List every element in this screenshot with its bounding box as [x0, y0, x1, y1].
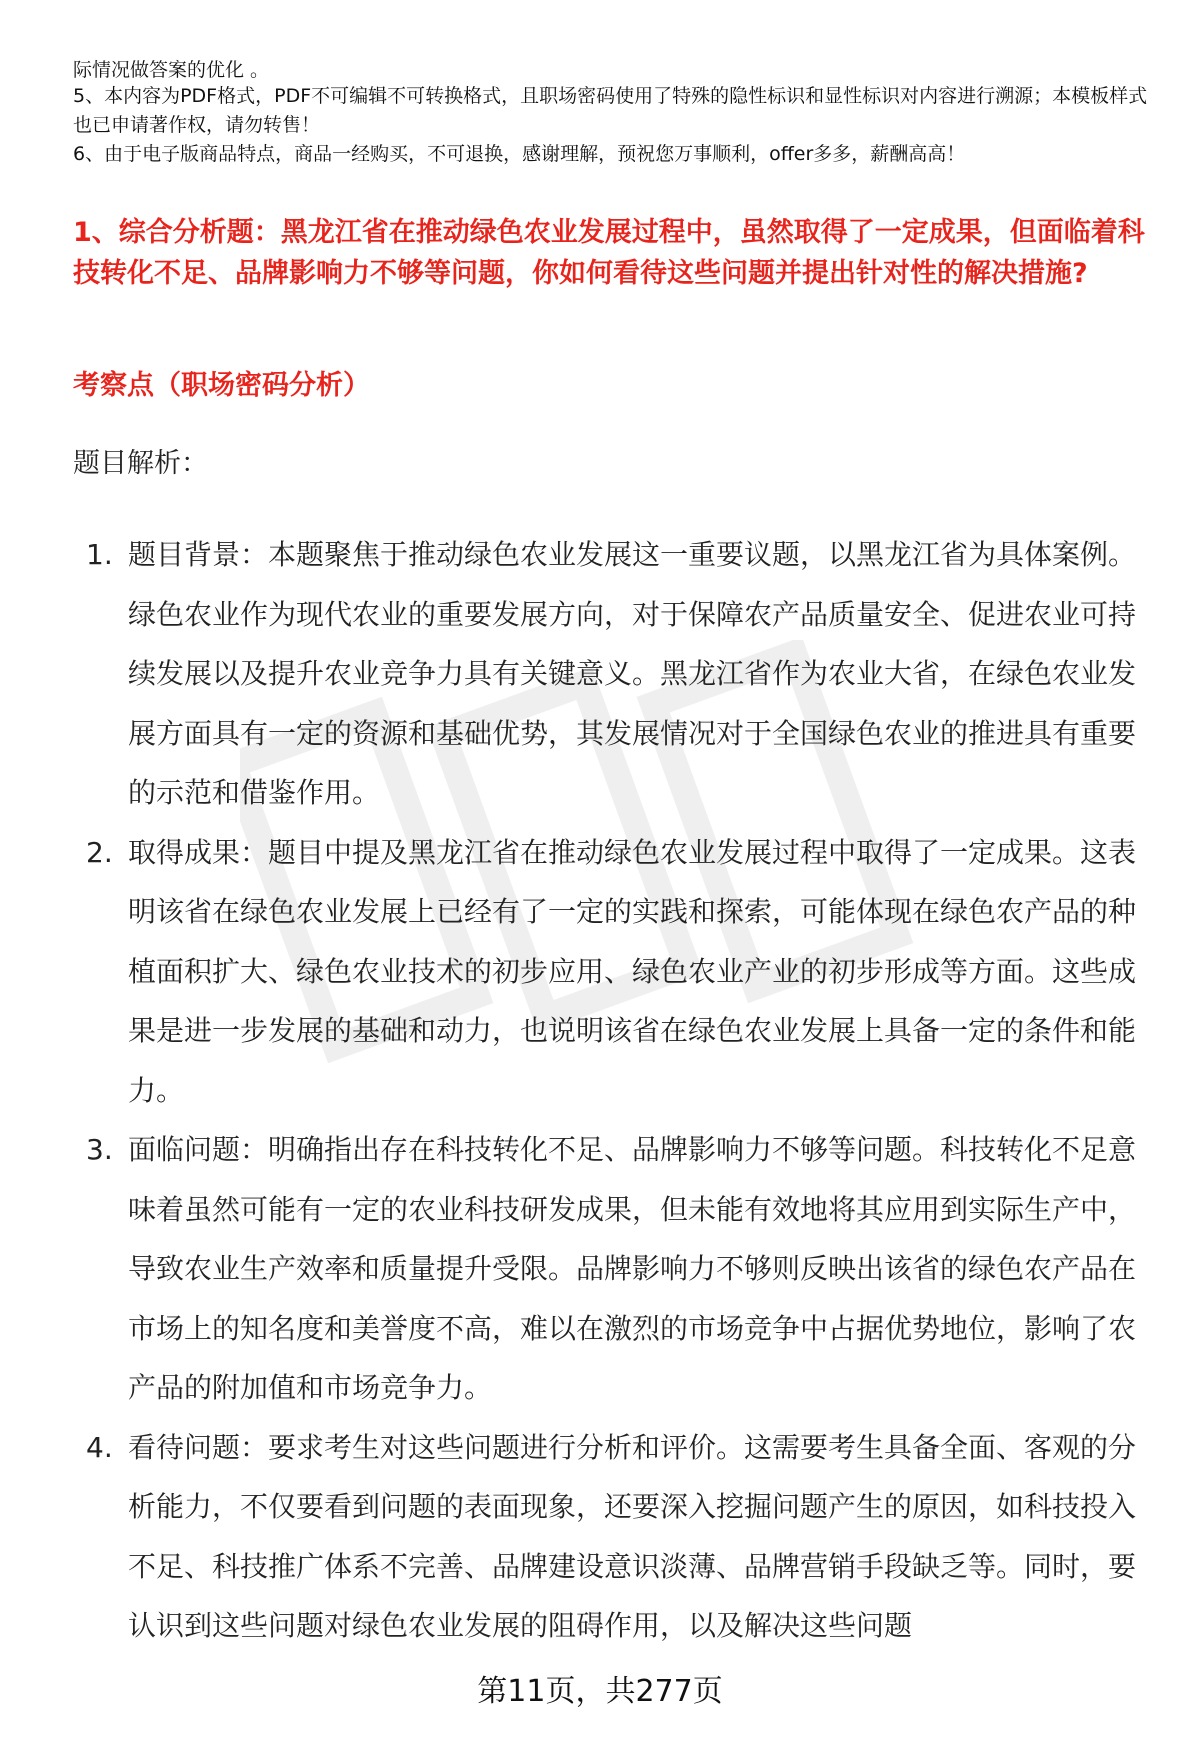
analysis-list: [73, 525, 1153, 1656]
item-number: 1.: [86, 538, 113, 571]
item-text: 看待问题：要求考生对这些问题进行分析和评价。这需要考生具备全面、客观的分析能力，不仅要看到问题的表面现象，还要深入挖掘问题产生的原因，如科技投入不足、科技推广体系不完善、品牌建设意识淡薄、品牌营销手段缺乏等。同时，要认识到这些问题对绿色农业发展的阻碍作用，以及解决这些问题: [128, 1430, 1137, 1642]
notice-line-1: 际情况做答案的优化 。: [73, 59, 270, 81]
notice-line-3: 6、由于电子版商品特点，商品一经购买，不可退换，感谢理解，预祝您万事顺利，offer多多，薪酬高高！: [73, 143, 966, 165]
item-number: 2.: [86, 835, 113, 869]
item-number: 3.: [86, 1133, 113, 1166]
question-heading: 1、综合分析题：黑龙江省在推动绿色农业发展过程中，虽然取得了一定成果，但面临着科技转化不足、品牌影响力不够等问题，你如何看待这些问题并提出针对性的解决措施?: [73, 217, 1145, 289]
item-text: 取得成果：题目中提及黑龙江省在推动绿色农业发展过程中取得了一定成果。这表明该省在绿色农业发展上已经有了一定的实践和探索，可能体现在绿色农产品的种植面积扩大、绿色农业技术的初步应用、绿色农业产业的初步形成等方面。这些成果是进一步发展的基础和动力，也说明该省在绿色农业发展上具备一定的条件和能力。: [128, 835, 1137, 1107]
analysis-item: [73, 1120, 1153, 1418]
page-number-footer: 第11页，共277页: [477, 1674, 723, 1709]
analysis-item: [73, 1418, 1153, 1656]
notice-line-2: 5、本内容为PDF格式，PDF不可编辑不可转换格式，且职场密码使用了特殊的隐性标识和显性标识对内容进行溯源；本模板样式也已申请著作权，请勿转售！: [73, 85, 1148, 136]
item-number: 4.: [86, 1430, 113, 1464]
section-kaocha-heading: 考察点（职场密码分析）: [73, 370, 370, 401]
item-text: 面临问题：明确指出存在科技转化不足、品牌影响力不够等问题。科技转化不足意味着虽然可能有一定的农业科技研发成果，但未能有效地将其应用到实际生产中，导致农业生产效率和质量提升受限。品牌影响力不够则反映出该省的绿色农产品在市场上的知名度和美誉度不高，难以在激烈的市场竞争中占据优势地位，影响了农产品的附加值和市场竞争力。: [128, 1133, 1137, 1404]
analysis-item: [73, 823, 1153, 1121]
item-text: 题目背景：本题聚焦于推动绿色农业发展这一重要议题，以黑龙江省为具体案例。绿色农业作为现代农业的重要发展方向，对于保障农产品质量安全、促进农业可持续发展以及提升农业竞争力具有关键意义。黑龙江省作为农业大省，在绿色农业发展方面具有一定的资源和基础优势，其发展情况对于全国绿色农业的推进具有重要的示范和借鉴作用。: [128, 538, 1137, 809]
analysis-label: 题目解析：: [73, 448, 208, 479]
analysis-item: [73, 525, 1153, 823]
